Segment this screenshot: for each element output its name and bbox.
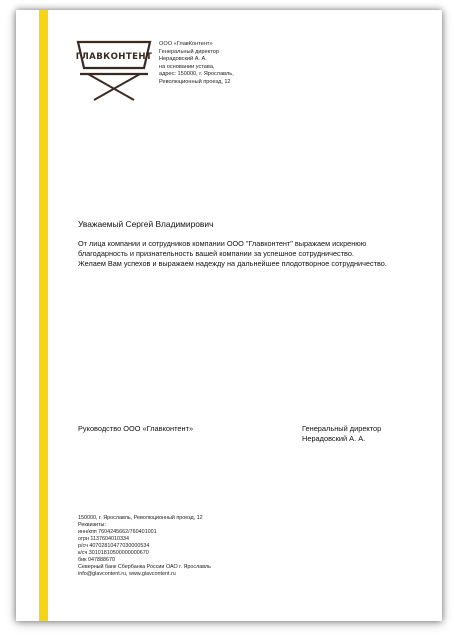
- sender-line: на основании устава,: [159, 63, 215, 70]
- footer-line: 150000, г. Ярославль, Революционный проезд, 12: [78, 515, 203, 521]
- company-logo: [74, 38, 154, 102]
- yellow-accent-bar: [39, 10, 48, 621]
- footer-line: бик 047888670: [78, 557, 115, 563]
- logo-wordmark: ГЛАВКОНТЕНТ: [75, 52, 153, 62]
- footer-line: огрн 1137604010334: [78, 536, 130, 542]
- signature-right: [302, 424, 381, 444]
- sender-line: Революционный проезд, 12: [159, 78, 231, 85]
- sender-line: адрес: 150000, г. Ярославль,: [159, 71, 234, 77]
- letter-body-line: От лица компании и сотрудников компании ООО "Главконтент" выражаем искренюю: [78, 239, 367, 248]
- letter-greeting: Уважаемый Сергей Владимирович: [78, 219, 214, 229]
- director-chair-icon: [74, 38, 154, 102]
- company-requisites: [78, 515, 211, 578]
- letter-page: [16, 10, 442, 621]
- letter-body: [78, 239, 387, 269]
- footer-line: р/сч 40702810477030000534: [78, 543, 150, 549]
- sender-line: Нерадовский А. А.: [159, 56, 207, 62]
- footer-line: Реквизиты:: [78, 522, 106, 528]
- letter-body-line: благодарность и признательность вашей компании за успешное сотрудничество.: [78, 249, 354, 258]
- sender-line: ООО «ГлавКонтент»: [159, 41, 213, 47]
- footer-line: info@glavcontent.ru, www.glavcontent.ru: [78, 571, 176, 577]
- signer-name: Нерадовский А. А.: [302, 434, 366, 443]
- sender-line: Генеральный директор: [159, 48, 219, 55]
- signer-position: Генеральный директор: [302, 424, 382, 433]
- footer-line: Северный банк Сбербанка России ОАО г. Ярославль: [78, 564, 211, 570]
- signature-left: Руководство ООО «Главконтент»: [78, 424, 194, 433]
- letter-body-line: Желаем Вам успехов и выражаем надежду на дальнейшее плодотворное сотрудничество.: [78, 259, 387, 268]
- footer-line: инн/кпп 7604245662/760401001: [78, 529, 157, 535]
- footer-line: к/сч 30101810500000000670: [78, 550, 149, 556]
- sender-block: [159, 41, 234, 86]
